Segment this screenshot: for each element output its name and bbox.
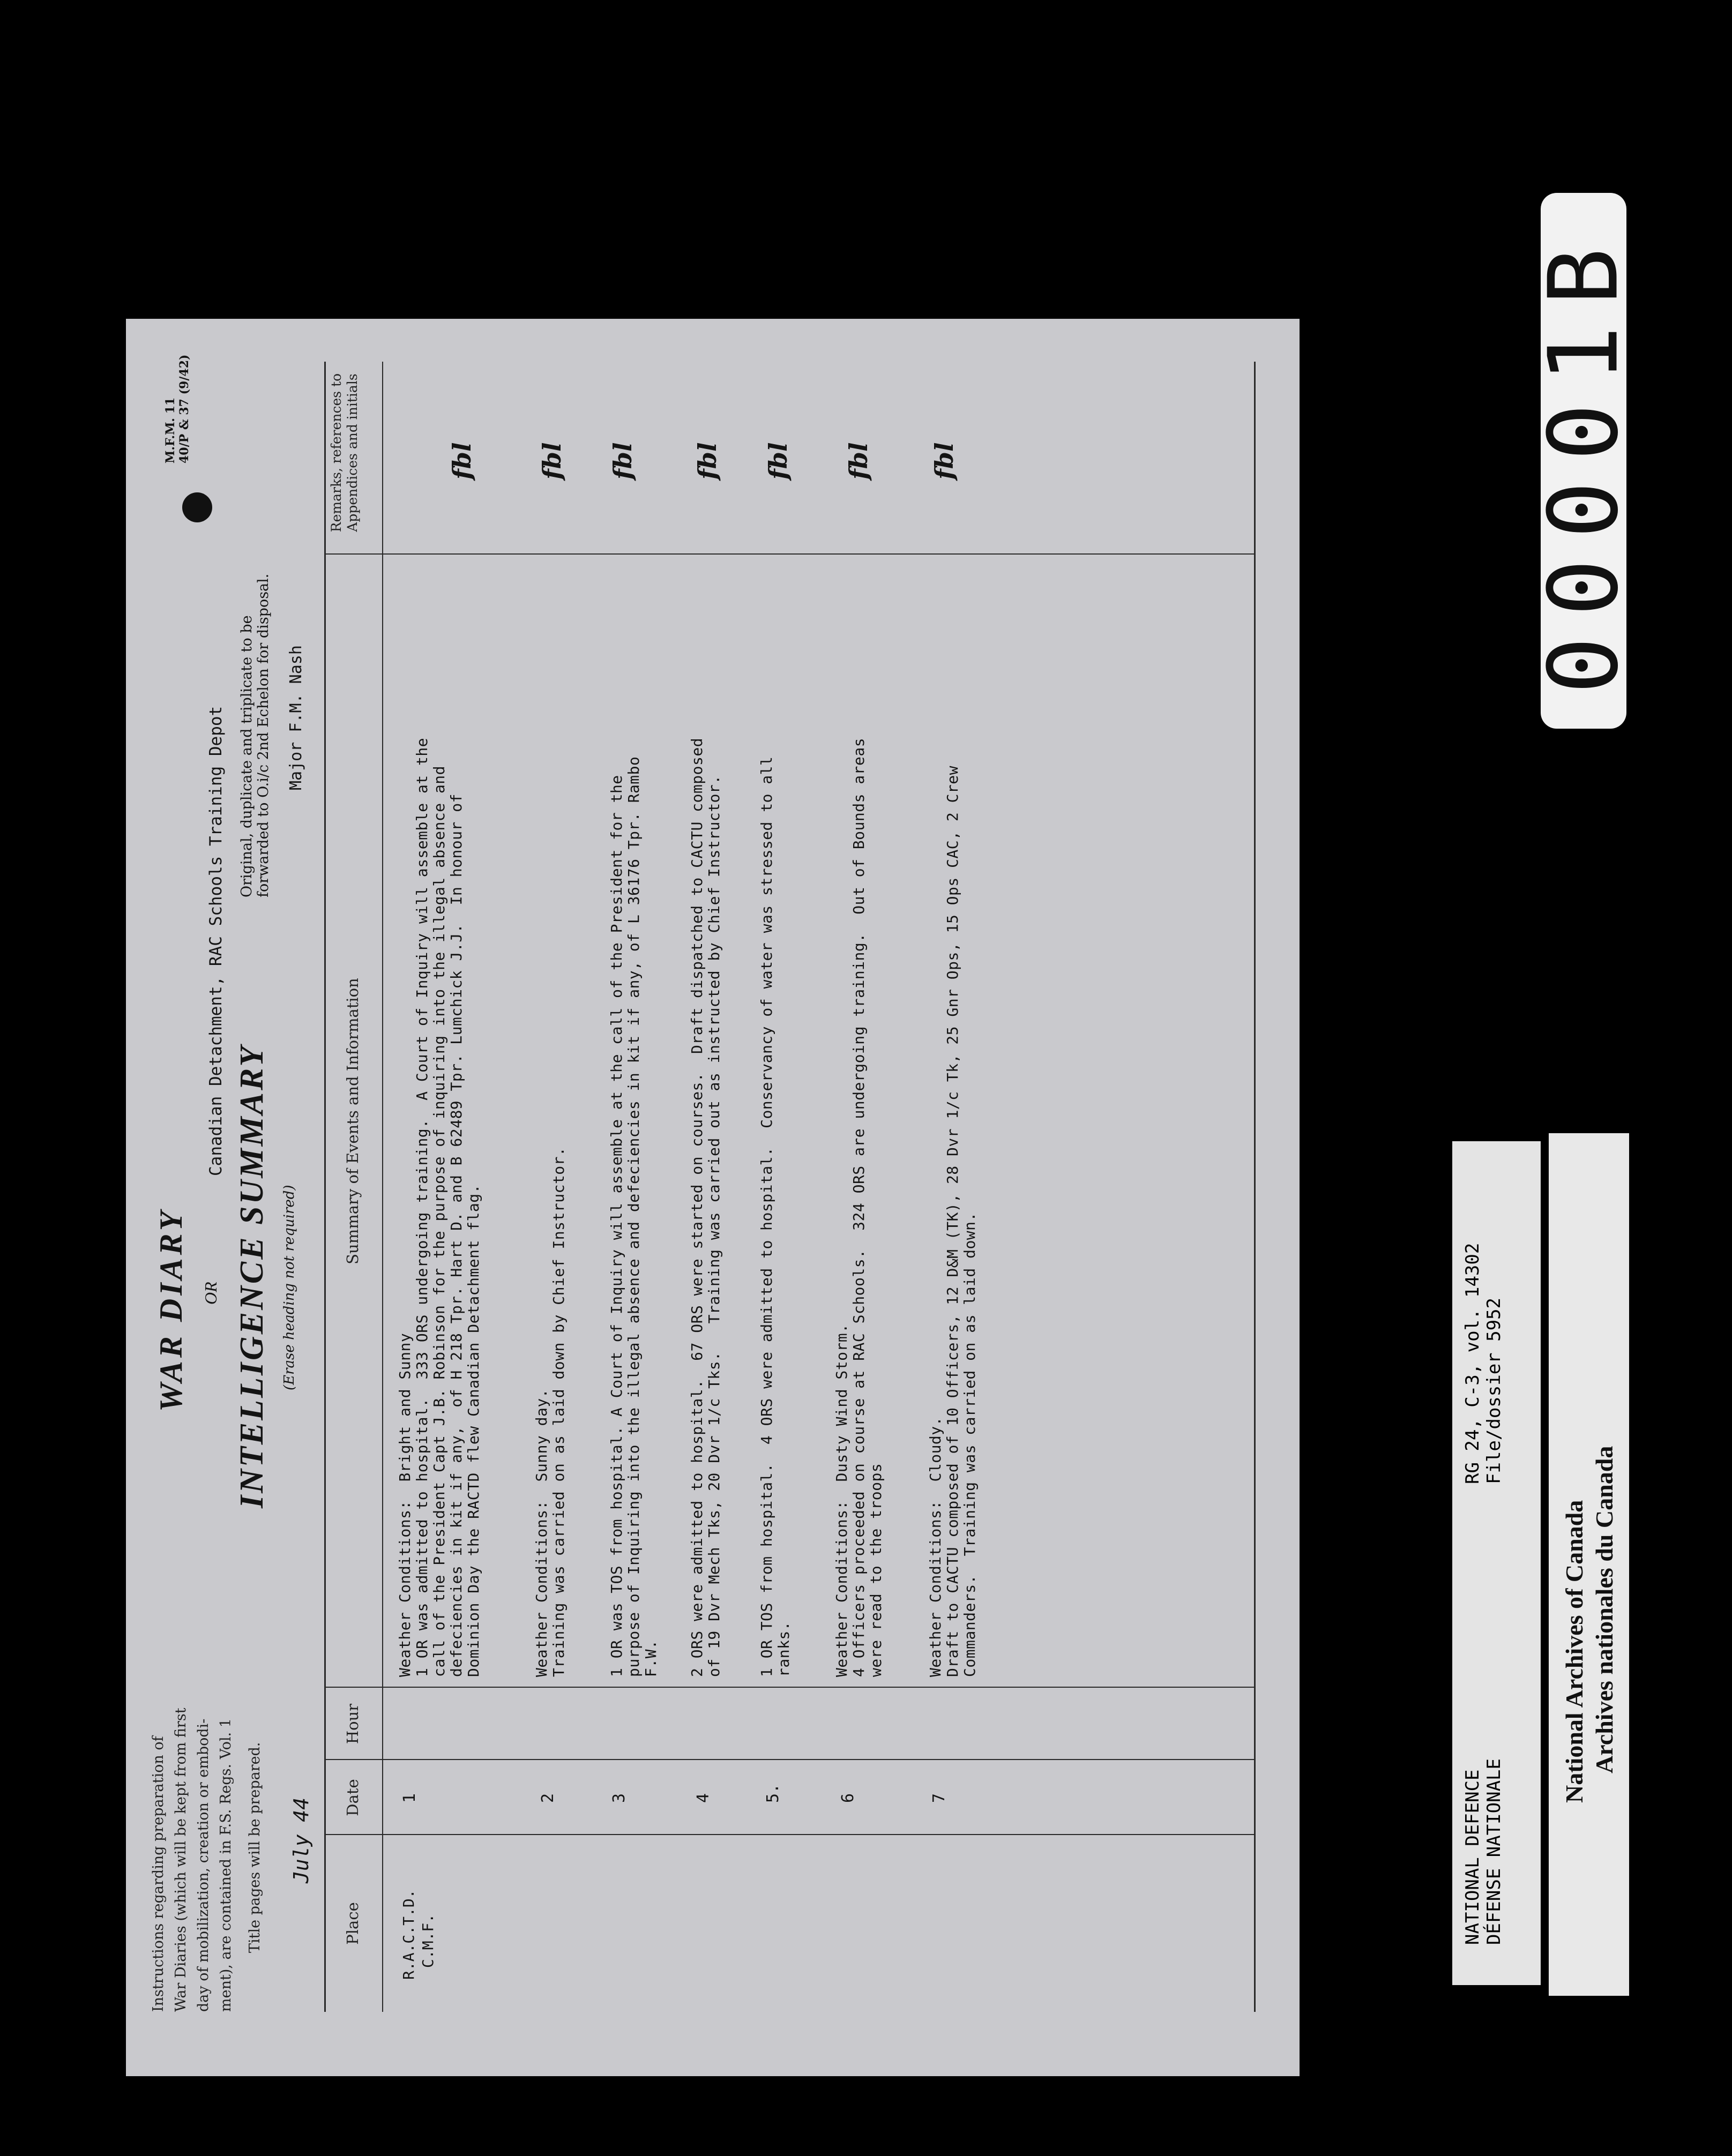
entry-initials: fbl [764,442,793,480]
entry-initials: fbl [608,442,637,480]
title-or: OR [201,1282,220,1305]
title-war-diary: WAR DIARY [153,1208,189,1412]
place-line: R.A.C.T.D. [400,1889,417,1980]
archives-name-en: National Archives of Canada [1561,1500,1588,1803]
archives-label [1549,1133,1629,1996]
disposal-note-line: Original, duplicate and triplicate to be [238,615,255,897]
entry-text: Weather Conditions: Bright and Sunny 1 OR was admitted to hospital. 333 ORS undergoing training. A Court of Inquiry will assemble at the call of the President Capt J.B. Robinson for the purpose of inquiring into the illegal absence and defeciencies in kit if any, of H 218 Tpr. Hart D. and B 62489 Tpr. Lumchick J.J. In honour of Dominion Day the RACTD flew Canadian Detachment flag. [396,737,482,1677]
instructions-line: day of mobilization, creation or embodi- [195,1718,212,2012]
sheet-content [126,319,1300,2076]
entry-text: 1 OR TOS from hospital. 4 ORS were admitted to hospital. Conservancy of water was stressed to all ranks. [758,756,793,1677]
entry-initials: fbl [930,442,959,480]
reference-line: File/dossier 5952 [1483,1298,1505,1484]
title-intelligence-summary: INTELLIGENCE SUMMARY [234,1044,270,1508]
form-number [163,355,191,463]
col-divider-place [324,1834,1254,1835]
entry-text: 2 ORS were admitted to hospital. 67 ORS were started on courses. Draft dispatched to CACTU composed of 19 Dvr Mech Tks, 20 Dvr 1/c Tks. Training was carried out as instructed by Chief Instructor. [688,737,723,1677]
frame-number: 00001B [1528,227,1639,694]
unit-name: Canadian Detachment, RAC Schools Training Depot [206,706,226,1176]
disposal-note-line: forwarded to O.i/c 2nd Echelon for disposal. [255,573,272,897]
entry-initials: fbl [693,442,722,480]
instructions-line: War Diaries (which will be kept from first [173,1708,189,2012]
entry-date: 3 [610,1793,629,1803]
table-header-rule [382,362,383,2012]
header-place: Place [344,1902,362,1945]
punch-hole-mark [182,492,212,522]
place-cell [399,1889,438,1980]
entry-text: Weather Conditions: Sunny day. Training was carried on as laid down by Chief Instructor. [533,1147,568,1677]
entry-date: 1 [400,1793,419,1803]
header-summary: Summary of Events and Information [344,978,362,1264]
commander: Major F.M. Nash [287,645,305,790]
reference-line: RG 24, C-3, vol. 14302 [1462,1242,1483,1484]
disposal-note [238,574,272,897]
entry-date: 7 [930,1793,949,1803]
entry-text: 1 OR was TOS from hospital. A Court of Inquiry will assemble at the call of the President for the purpose of Inquiring into the illegal absence and defeciencies in kit if any, of L 36176 Tpr. Rambo F.W. [608,756,660,1677]
entry-date: 5. [764,1783,782,1803]
erase-heading-note: (Erase heading not required) [281,1185,297,1390]
header-date: Date [344,1779,362,1816]
frame-number-box [1528,193,1639,729]
dept-line: NATIONAL DEFENCE [1462,1769,1483,1945]
dept-line: DÉFENSE NATIONALE [1483,1758,1505,1945]
form-code-line: 40/P & 37 (9/42) [177,354,191,463]
entry-initials: fbl [844,442,873,480]
entry-date: 4 [694,1793,713,1803]
col-divider-summary [324,553,1254,555]
title-pages-note: Title pages will be prepared. [247,1742,263,1953]
header-remarks: Remarks, references to Appendices and initials [329,373,360,533]
dept-block [1462,1758,1505,1945]
month: July 44 [289,1797,313,1883]
col-divider-hour [324,1687,1254,1688]
reference-block [1462,1243,1505,1484]
entry-date: 2 [539,1793,557,1803]
instructions-line: Instructions regarding preparation of [150,1736,167,2012]
entry-date: 6 [839,1793,857,1803]
table-bottom-rule [1254,362,1256,2012]
entry-initials: fbl [447,442,476,480]
entry-text: Weather Conditions: Cloudy. Draft to CACTU composed of 10 Officers, 12 D&M (TK), 28 Dvr 1/c Tk, 25 Gnr Ops, 15 Ops CAC, 2 Crew Commanders. Training was carried on as laid down. [927,765,979,1677]
archives-name-fr: Archives nationales du Canada [1591,1446,1618,1773]
place-line: C.M.F. [419,1913,437,1968]
entry-initials: fbl [537,442,566,480]
form-number-line: M.F.M. 11 [163,397,177,463]
col-divider-date [324,1759,1254,1760]
entry-text: Weather Conditions: Dusty Wind Storm. 4 Officers proceeded on course at RAC Schools. 324 ORS are undergoing training. Out of Bounds areas were read to the troops [833,737,885,1677]
archives-name-block [1559,1446,1619,1803]
instructions-line: ment), are contained in F.S. Regs. Vol. 1 [218,1718,234,2012]
war-diary-sheet [126,319,1300,2076]
header-hour: Hour [344,1703,362,1745]
reference-label [1452,1141,1541,1985]
table-top-rule [324,362,326,2012]
instructions-block [147,1708,237,2012]
